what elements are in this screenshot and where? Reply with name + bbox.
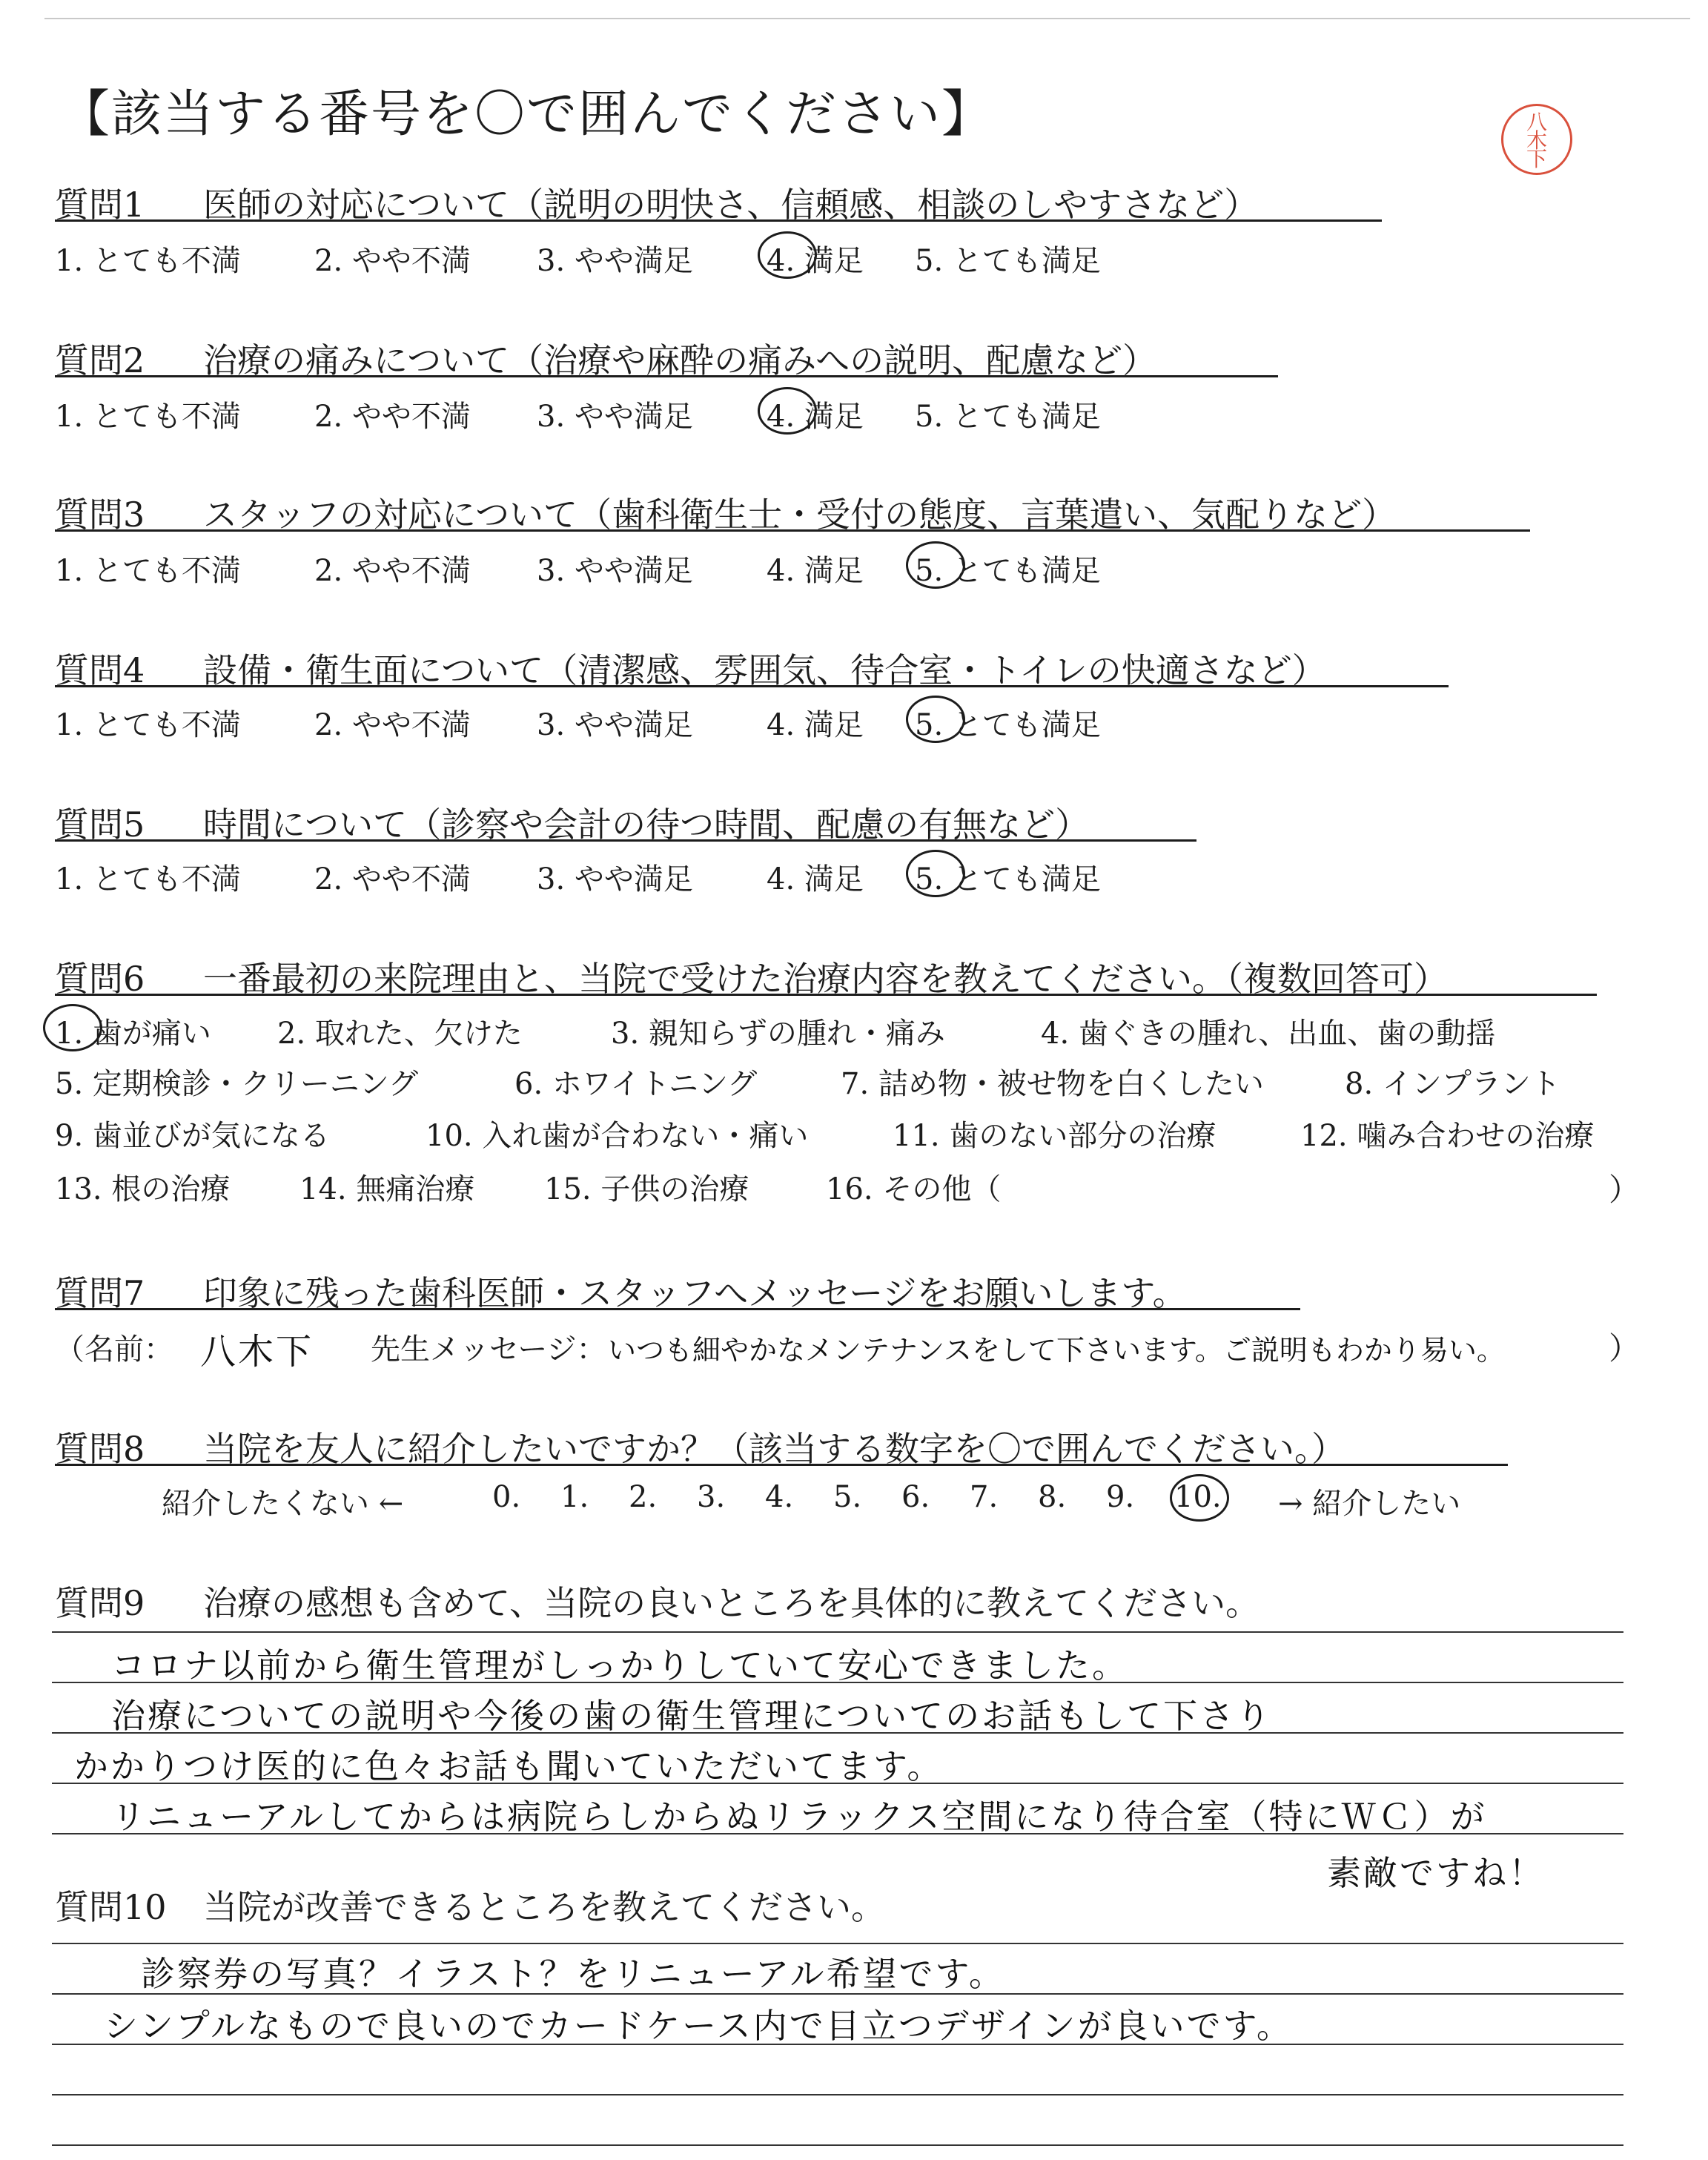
q1-selection-circle [758,231,817,279]
question-number: 質問8 [55,1429,145,1469]
q8-option-0[interactable]: 0. [492,1480,521,1514]
question-underline [55,839,1196,842]
q8-option-2[interactable]: 2. [629,1480,658,1514]
answer-line [52,1732,1623,1734]
question-number: 質問3 [55,495,145,535]
question-number: 質問1 [55,185,145,225]
q6-option-6[interactable]: 6. ホワイトニング [514,1067,758,1101]
q8-option-5[interactable]: 5. [833,1480,862,1514]
stamp-char-2: 木 [1526,128,1547,153]
q1-option-2[interactable]: 2. やや不満 [314,244,471,278]
question-underline [55,1464,1508,1466]
q4-option-2[interactable]: 2. やや不満 [314,708,471,742]
q6-option-12[interactable]: 12. 噛み合わせの治療 [1300,1119,1595,1153]
question-number: 質問9 [55,1583,145,1623]
q6-option-8[interactable]: 8. インプラント [1345,1067,1560,1101]
q8-option-8[interactable]: 8. [1038,1480,1067,1514]
question-text: 治療の痛みについて（治療や麻酔の痛みへの説明、配慮など） [203,340,1157,380]
q8-option-1[interactable]: 1. [560,1480,589,1514]
q9-answer-line-2[interactable]: 治療についての説明や今後の歯の衛生管理についてのお話もして下さり [111,1696,1273,1736]
q2-option-5[interactable]: 5. とても満足 [915,400,1101,434]
q2-option-3[interactable]: 3. やや満足 [537,400,693,434]
q3-option-5[interactable]: 5. とても満足 [915,554,1101,588]
question-text: 印象に残った歯科医師・スタッフへメッセージをお願いします。 [203,1273,1187,1313]
question-number: 質問5 [55,805,145,845]
question-underline [55,994,1597,996]
q10-answer-line-1[interactable]: 診察券の写真？イラスト？をリニューアル希望です。 [141,1954,1005,1994]
question-text: 一番最初の来院理由と、当院で受けた治療内容を教えてください。（複数回答可） [203,959,1448,999]
q7-name-label: （名前： [55,1332,173,1367]
question-underline [55,529,1530,532]
q5-option-5[interactable]: 5. とても満足 [915,862,1101,896]
q5-option-3[interactable]: 3. やや満足 [537,862,693,896]
q8-option-10[interactable]: 10. [1174,1480,1222,1514]
q4-option-3[interactable]: 3. やや満足 [537,708,693,742]
question-number: 質問7 [55,1273,145,1313]
q3-option-2[interactable]: 2. やや不満 [314,554,471,588]
q8-option-6[interactable]: 6. [901,1480,930,1514]
answer-line [52,1682,1623,1683]
name-seal-stamp [1501,104,1572,175]
q6-option-13[interactable]: 13. 根の治療 [55,1172,231,1206]
q8-left-label: 紹介したくない ← [162,1487,404,1521]
q7-message-value[interactable]: いつも細やかなメンテナンスをして下さいます。ご説明もわかり易い。 [608,1334,1505,1367]
question-underline [55,375,1278,377]
answer-line [52,2044,1623,2045]
q1-option-4[interactable]: 4. 満足 [767,244,864,278]
question-number: 質問2 [55,340,145,380]
question-text: スタッフの対応について（歯科衛生士・受付の態度、言葉遣い、気配りなど） [203,495,1397,535]
q6-option-16[interactable]: 16. その他（ [826,1172,1002,1206]
q3-option-1[interactable]: 1. とても不満 [55,554,241,588]
question-text: 治療の感想も含めて、当院の良いところを具体的に教えてください。 [203,1583,1260,1623]
q1-option-3[interactable]: 3. やや満足 [537,244,693,278]
q6-option-11[interactable]: 11. 歯のない部分の治療 [893,1119,1217,1153]
q9-answer-line-4[interactable]: リニューアルしてからは病院らしからぬリラックス空間になり待合室（特にＷＣ）が [111,1797,1487,1837]
q6-option-7[interactable]: 7. 詰め物・被せ物を白くしたい [841,1067,1264,1101]
question-text: 当院を友人に紹介したいですか？（該当する数字を〇で囲んでください。） [203,1429,1345,1469]
q5-option-4[interactable]: 4. 満足 [767,862,864,896]
q8-right-label: → 紹介したい [1278,1487,1461,1521]
question-text: 当院が改善できるところを教えてください。 [203,1887,885,1927]
q6-option-9[interactable]: 9. 歯並びが気になる [55,1119,330,1153]
q10-answer-line-2[interactable]: シンプルなもので良いのでカードケース内で目立つデザインが良いです。 [104,2006,1293,2046]
q4-option-5[interactable]: 5. とても満足 [915,708,1101,742]
q7-name-value[interactable]: 八木下 [200,1331,314,1373]
q4-selection-circle [906,696,965,743]
top-border-line [44,18,1690,19]
answer-line [52,2144,1623,2146]
q5-option-1[interactable]: 1. とても不満 [55,862,241,896]
q3-option-3[interactable]: 3. やや満足 [537,554,693,588]
q9-answer-line-3[interactable]: かかりつけ医的に色々お話も聞いていただいてます。 [74,1746,944,1786]
q8-option-4[interactable]: 4. [765,1480,794,1514]
question-text: 医師の対応について（説明の明快さ、信頼感、相談のしやすさなど） [203,185,1259,225]
q6-option-15[interactable]: 15. 子供の治療 [544,1172,749,1206]
question-underline [55,219,1382,222]
q6-option-4[interactable]: 4. 歯ぐきの腫れ、出血、歯の動揺 [1041,1017,1496,1051]
question-number: 質問6 [55,959,145,999]
question-text: 時間について（診察や会計の待つ時間、配慮の有無など） [203,805,1090,845]
q5-selection-circle [906,850,965,897]
q8-option-9[interactable]: 9. [1106,1480,1135,1514]
q3-selection-circle [906,541,965,589]
q2-option-2[interactable]: 2. やや不満 [314,400,471,434]
answer-line [52,1833,1623,1834]
answer-line [52,2094,1623,2095]
q1-option-5[interactable]: 5. とても満足 [915,244,1101,278]
q8-selection-circle [1170,1474,1229,1522]
q2-option-1[interactable]: 1. とても不満 [55,400,241,434]
q6-option-1[interactable]: 1. 歯が痛い [55,1017,211,1051]
q6-option-10[interactable]: 10. 入れ歯が合わない・痛い [426,1119,809,1153]
question-number: 質問4 [55,650,145,690]
q9-answer-line-1[interactable]: コロナ以前から衛生管理がしっかりしていて安心できました。 [111,1645,1128,1685]
q8-option-7[interactable]: 7. [970,1480,999,1514]
question-underline [55,1308,1300,1310]
q9-answer-line-5[interactable]: 素敵ですね！ [1327,1853,1545,1893]
q4-option-4[interactable]: 4. 満足 [767,708,864,742]
q6-option-3[interactable]: 3. 親知らずの腫れ・痛み [611,1017,945,1051]
q5-option-2[interactable]: 2. やや不満 [314,862,471,896]
question-9 [55,1576,1260,1625]
q6-option-2[interactable]: 2. 取れた、欠けた [277,1017,523,1051]
question-text: 設備・衛生面について（清潔感、雰囲気、待合室・トイレの快適さなど） [203,650,1326,690]
answer-line [52,1631,1623,1633]
q6-close-paren: ） [1609,1172,1641,1208]
stamp-char-1: 八 [1526,110,1547,134]
answer-line [52,1943,1623,1944]
q6-selection-circle [43,1004,102,1051]
q6-option-5[interactable]: 5. 定期検診・クリーニング [55,1067,419,1101]
q3-option-4[interactable]: 4. 満足 [767,554,864,588]
answer-line [52,1993,1623,1995]
question-10 [55,1880,885,1929]
q6-option-14[interactable]: 14. 無痛治療 [299,1172,475,1206]
q4-option-1[interactable]: 1. とても不満 [55,708,241,742]
q8-option-3[interactable]: 3. [697,1480,726,1514]
q7-message-label: 先生メッセージ： [371,1332,606,1367]
q1-option-1[interactable]: 1. とても不満 [55,244,241,278]
form-title: 【該当する番号を〇で囲んでください】 [59,85,994,144]
question-underline [55,685,1449,687]
q2-selection-circle [758,387,817,435]
q2-option-4[interactable]: 4. 満足 [767,400,864,434]
stamp-char-3: 下 [1526,147,1547,171]
question-number: 質問10 [55,1887,167,1927]
answer-line [52,1783,1623,1784]
q7-close-paren: ） [1609,1330,1641,1367]
